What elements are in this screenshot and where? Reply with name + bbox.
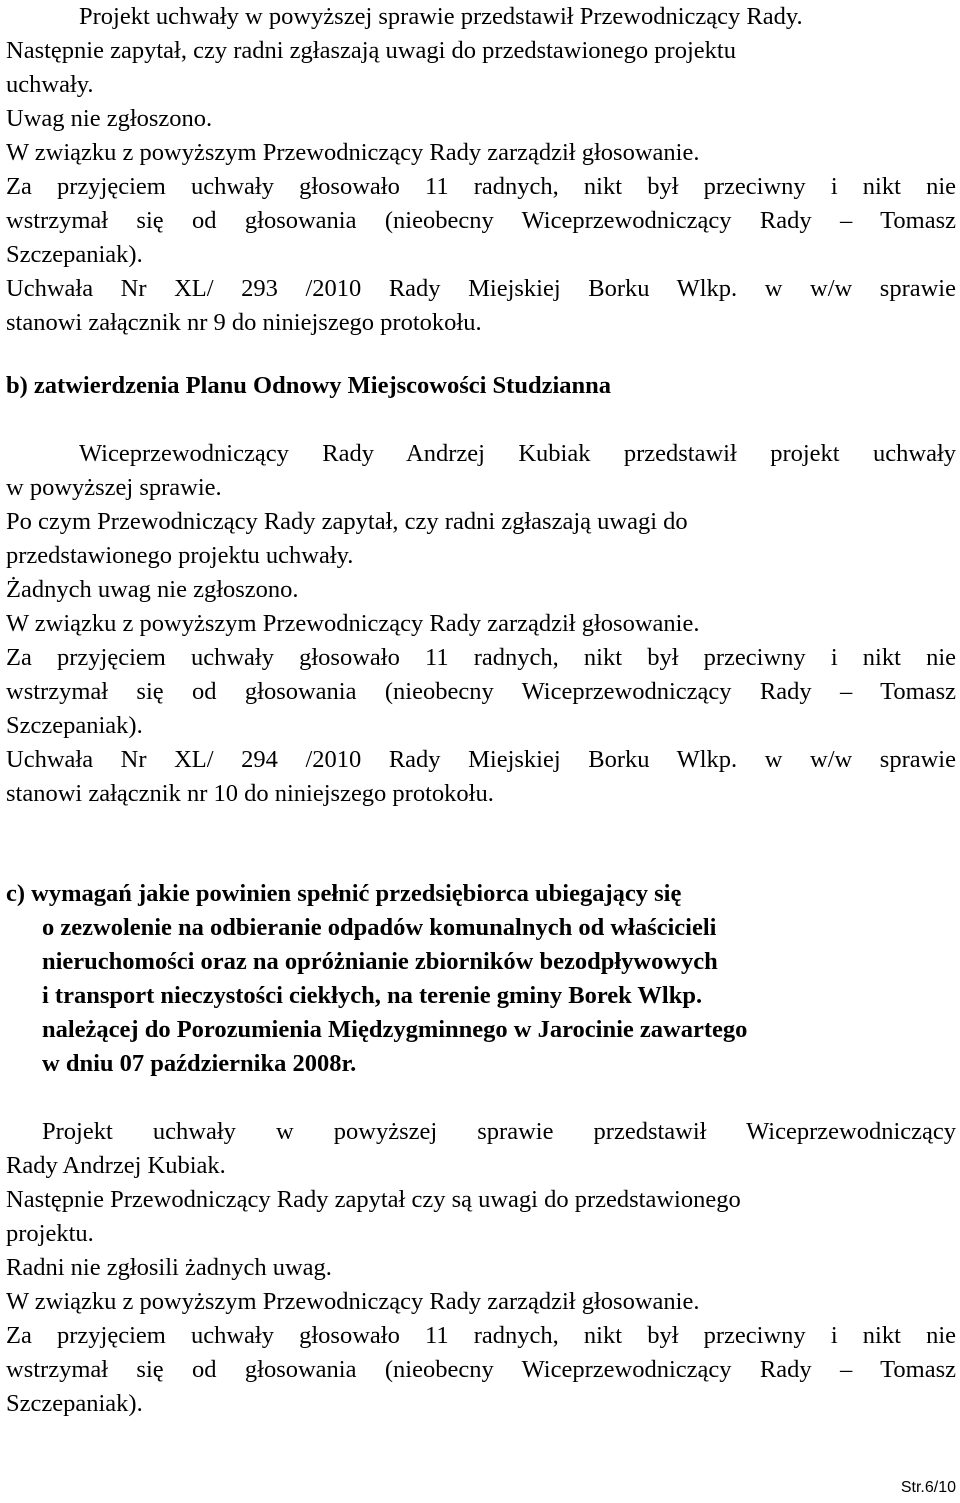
section-heading-line: nieruchomości oraz na opróżnianie zbiorników bezodpływowych xyxy=(42,948,718,975)
paragraph-line: Uchwała Nr XL/ 293 /2010 Rady Miejskiej Borku Wlkp. w w/w sprawie xyxy=(6,275,956,302)
paragraph-line: W związku z powyższym Przewodniczący Rady zarządził głosowanie. xyxy=(6,139,700,166)
paragraph-line: Radni nie zgłosili żadnych uwag. xyxy=(6,1254,332,1281)
paragraph-line: przedstawionego projektu uchwały. xyxy=(6,542,354,569)
paragraph-line: uchwały. xyxy=(6,71,94,98)
paragraph-line: Następnie Przewodniczący Rady zapytał czy są uwagi do przedstawionego xyxy=(6,1186,741,1213)
paragraph-line: Wiceprzewodniczący Rady Andrzej Kubiak przedstawił projekt uchwały xyxy=(79,440,956,467)
section-heading-line: o zezwolenie na odbieranie odpadów komunalnych od właścicieli xyxy=(42,914,717,941)
paragraph-line: Za przyjęciem uchwały głosowało 11 radnych, nikt był przeciwny i nikt nie xyxy=(6,173,956,200)
paragraph-line: Uwag nie zgłoszono. xyxy=(6,105,213,132)
section-c-heading xyxy=(6,877,956,1081)
paragraph-line: W związku z powyższym Przewodniczący Rady zarządził głosowanie. xyxy=(6,610,700,637)
paragraph-line: W związku z powyższym Przewodniczący Rady zarządził głosowanie. xyxy=(6,1288,700,1315)
paragraph-line: w powyższej sprawie. xyxy=(6,474,222,501)
paragraph-line: Szczepaniak). xyxy=(6,1390,143,1417)
paragraph-line: Za przyjęciem uchwały głosowało 11 radnych, nikt był przeciwny i nikt nie xyxy=(6,1322,956,1349)
paragraph-line: wstrzymał się od głosowania (nieobecny Wiceprzewodniczący Rady – Tomasz xyxy=(6,1356,956,1383)
page-number: Str.6/10 xyxy=(900,1479,956,1496)
section-c-body xyxy=(6,1115,956,1421)
paragraph-line: Projekt uchwały w powyższej sprawie przedstawił Wiceprzewodniczący xyxy=(42,1118,956,1145)
paragraph-line: Szczepaniak). xyxy=(6,241,143,268)
paragraph-line: Uchwała Nr XL/ 294 /2010 Rady Miejskiej Borku Wlkp. w w/w sprawie xyxy=(6,746,956,773)
section-heading-line: i transport nieczystości ciekłych, na terenie gminy Borek Wlkp. xyxy=(42,982,703,1009)
paragraph-line: stanowi załącznik nr 9 do niniejszego protokołu. xyxy=(6,309,482,336)
section-heading: b) zatwierdzenia Planu Odnowy Miejscowości Studzianna xyxy=(6,372,612,399)
paragraph-line: Rady Andrzej Kubiak. xyxy=(6,1152,226,1179)
paragraph-line: Następnie zapytał, czy radni zgłaszają uwagi do przedstawionego projektu xyxy=(6,37,736,64)
paragraph-line: Żadnych uwag nie zgłoszono. xyxy=(6,576,299,603)
section-a-tail xyxy=(6,0,956,340)
section-heading-line: c) wymagań jakie powinien spełnić przedsiębiorca ubiegający się xyxy=(6,880,682,907)
paragraph-line: Po czym Przewodniczący Rady zapytał, czy radni zgłaszają uwagi do xyxy=(6,508,688,535)
paragraph-line: stanowi załącznik nr 10 do niniejszego protokołu. xyxy=(6,780,494,807)
paragraph-line: Za przyjęciem uchwały głosowało 11 radnych, nikt był przeciwny i nikt nie xyxy=(6,644,956,671)
section-b-heading xyxy=(6,369,956,403)
paragraph-line: wstrzymał się od głosowania (nieobecny Wiceprzewodniczący Rady – Tomasz xyxy=(6,207,956,234)
section-b-body xyxy=(6,437,956,811)
section-heading-line: w dniu 07 października 2008r. xyxy=(42,1050,357,1077)
paragraph-line: projektu. xyxy=(6,1220,94,1247)
paragraph-line: wstrzymał się od głosowania (nieobecny Wiceprzewodniczący Rady – Tomasz xyxy=(6,678,956,705)
section-heading-line: należącej do Porozumienia Międzygminnego w Jarocinie zawartego xyxy=(42,1016,748,1043)
paragraph-line: Projekt uchwały w powyższej sprawie przedstawił Przewodniczący Rady. xyxy=(79,3,803,30)
paragraph-line: Szczepaniak). xyxy=(6,712,143,739)
